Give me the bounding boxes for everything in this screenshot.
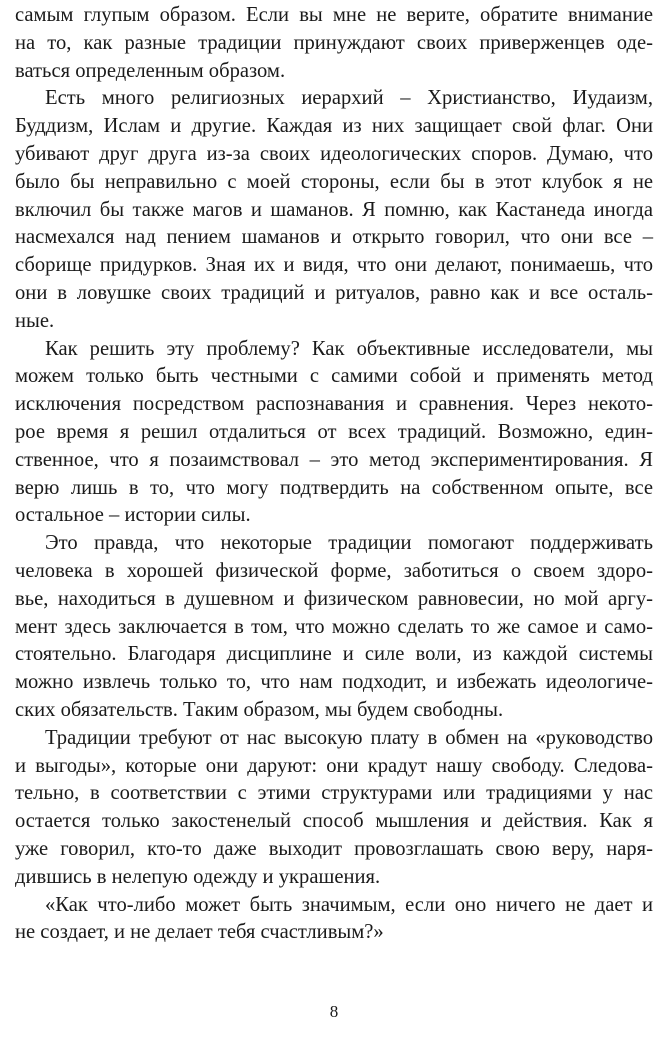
text-line: Буддизм, Ислам и другие. Каждая из них защищает свой флаг. Они — [15, 115, 653, 138]
text-line: можем только быть честными с самими собой и применять метод — [15, 365, 653, 388]
body-text — [15, 2, 653, 947]
text-line: ваться определенным образом. — [15, 59, 286, 82]
text-line: не создает, и не делает тебя счастливым?» — [15, 921, 384, 944]
paragraph-5 — [15, 725, 653, 892]
text-line: было бы неправильно с моей стороны, если бы в этот клубок я не — [15, 170, 653, 193]
text-line: насмехался над пением шаманов и открыто говорил, что они все – — [15, 226, 653, 249]
page-number: 8 — [329, 1002, 339, 1021]
text-line: «Как что-либо может быть значимым, если оно ничего не дает и — [45, 893, 653, 916]
text-line: верю лишь в то, что могу подтвердить на собственном опыте, все — [15, 476, 653, 499]
text-line: исключения посредством распознавания и сравнения. Через некото- — [15, 393, 653, 416]
text-line: дившись в нелепую одежду и украшения. — [15, 865, 381, 888]
text-line: рое время я решил отдалиться от всех традиций. Возможно, един- — [15, 420, 653, 443]
text-line: ских обязательств. Таким образом, мы будем свободны. — [15, 698, 504, 721]
text-line: они в ловушке своих традиций и ритуалов, равно как и все осталь- — [15, 281, 653, 304]
text-line: Традиции требуют от нас высокую плату в обмен на «руководство — [45, 726, 653, 749]
text-line: самым глупым образом. Если вы мне не верите, обратите внимание — [15, 4, 653, 26]
text-line: ственное, что я позаимствовал – это метод экспериментирования. Я — [15, 448, 653, 471]
text-line: на то, как разные традиции принуждают своих приверженцев оде- — [15, 31, 653, 54]
text-line: и выгоды», которые они даруют: они крадут нашу свободу. Следова- — [15, 754, 653, 777]
text-line: остается только закостенелый способ мышления и действия. Как я — [15, 810, 653, 833]
text-line: остальное – истории силы. — [15, 504, 251, 527]
text-line: тельно, в соответствии с этими структурами или традициями у нас — [15, 782, 653, 805]
paragraph-3 — [15, 336, 653, 531]
text-line: человека в хорошей физической форме, заботиться о своем здоро- — [15, 559, 653, 582]
text-line: ные. — [15, 309, 55, 332]
text-line: уже говорил, кто-то даже выходит провозглашать свою веру, наря- — [15, 837, 653, 860]
text-line: Есть много религиозных иерархий – Христианство, Иудаизм, — [45, 87, 653, 110]
paragraph-2 — [15, 85, 653, 335]
text-line: убивают друг друга из-за своих идеологических споров. Думаю, что — [15, 142, 653, 165]
paragraph-4 — [15, 530, 653, 725]
text-line: Как решить эту проблему? Как объективные исследователи, мы — [45, 337, 653, 360]
text-line: можно извлечь только то, что нам подходит, и избежать идеологиче- — [15, 671, 653, 694]
text-line: мент здесь заключается в том, что можно сделать то же самое и само- — [15, 615, 653, 638]
paragraph-1 — [15, 2, 653, 85]
text-line: сборище придурков. Зная их и видя, что они делают, понимаешь, что — [15, 254, 653, 277]
text-line: Это правда, что некоторые традиции помогают поддерживать — [45, 532, 653, 555]
text-line: включил бы также магов и шаманов. Я помню, как Кастанеда иногда — [15, 198, 653, 221]
text-line: стоятельно. Благодаря дисциплине и силе воли, из каждой системы — [15, 643, 653, 666]
text-line: вье, находиться в душевном и физическом равновесии, но мой аргу- — [15, 587, 653, 610]
paragraph-6 — [15, 892, 653, 948]
